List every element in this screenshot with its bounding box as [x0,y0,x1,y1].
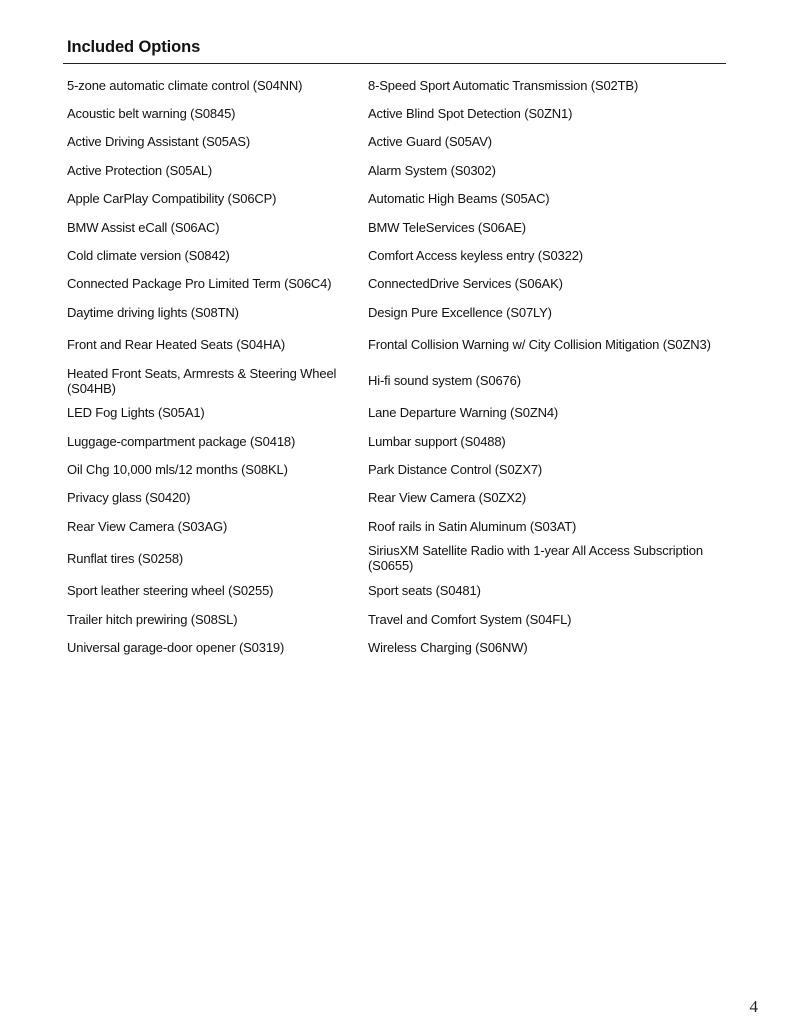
option-item: Lumbar support (S0488) [368,433,506,449]
option-item: Trailer hitch prewiring (S08SL) [67,611,238,627]
option-item: LED Fog Lights (S05A1) [67,405,205,421]
option-item: ConnectedDrive Services (S06AK) [368,276,563,292]
option-row [67,399,717,427]
option-item: Sport seats (S0481) [368,583,481,599]
option-item: Luggage-compartment package (S0418) [67,433,296,449]
option-item: 5-zone automatic climate control (S04NN) [67,77,303,93]
option-item: Rear View Camera (S03AG) [67,518,228,534]
option-item: Front and Rear Heated Seats (S04HA) [67,337,286,353]
option-row [67,484,717,512]
option-item: Apple CarPlay Compatibility (S06CP) [67,191,277,207]
option-item: SiriusXM Satellite Radio with 1-year All Access Subscription (S0655) [368,543,703,574]
option-item: Automatic High Beams (S05AC) [368,191,550,207]
option-item: Heated Front Seats, Armrests & Steering Wheel (S04HB) [67,365,337,396]
option-row [67,156,717,184]
option-item: Sport leather steering wheel (S0255) [67,583,274,599]
option-item: Oil Chg 10,000 mls/12 months (S08KL) [67,461,288,477]
option-item: Frontal Collision Warning w/ City Collision Mitigation (S0ZN3) [368,337,711,353]
option-row [67,185,717,213]
option-row [67,427,717,455]
option-row [67,128,717,156]
option-item: Connected Package Pro Limited Term (S06C4) [67,276,332,292]
option-row [67,270,717,298]
heading-divider [63,63,726,64]
option-item: Roof rails in Satin Aluminum (S03AT) [368,518,577,534]
option-item: 8-Speed Sport Automatic Transmission (S02TB) [368,77,639,93]
option-item: Active Blind Spot Detection (S0ZN1) [368,106,573,122]
option-item: Travel and Comfort System (S04FL) [368,611,572,627]
page-number: 4 [749,997,758,1016]
option-row [67,576,717,604]
option-item: Privacy glass (S0420) [67,490,191,506]
option-row [67,99,717,127]
option-row [67,512,717,540]
option-item: Runflat tires (S0258) [67,550,184,566]
options-list [67,71,717,662]
option-item: BMW Assist eCall (S06AC) [67,219,220,235]
option-item: BMW TeleServices (S06AE) [368,219,526,235]
option-item: Alarm System (S0302) [368,162,496,178]
option-item: Rear View Camera (S0ZX2) [368,490,526,506]
option-item: Cold climate version (S0842) [67,248,230,264]
option-item: Wireless Charging (S06NW) [368,639,528,655]
section-heading: Included Options [67,38,201,56]
option-row [67,605,717,633]
option-row [67,455,717,483]
option-item: Universal garage-door opener (S0319) [67,639,285,655]
option-item: Hi-fi sound system (S0676) [368,373,521,389]
option-row [67,327,717,363]
option-row [67,363,717,399]
option-item: Active Driving Assistant (S05AS) [67,134,251,150]
option-item: Active Guard (S05AV) [368,134,492,150]
option-item: Design Pure Excellence (S07LY) [368,304,552,320]
option-row [67,298,717,326]
option-item: Daytime driving lights (S08TN) [67,304,239,320]
option-row [67,633,717,661]
option-item: Comfort Access keyless entry (S0322) [368,248,583,264]
option-row [67,213,717,241]
option-item: Acoustic belt warning (S0845) [67,106,236,122]
option-row [67,71,717,99]
option-item: Park Distance Control (S0ZX7) [368,461,543,477]
option-item: Lane Departure Warning (S0ZN4) [368,405,559,421]
option-item: Active Protection (S05AL) [67,162,213,178]
option-row [67,241,717,269]
option-row [67,540,717,576]
